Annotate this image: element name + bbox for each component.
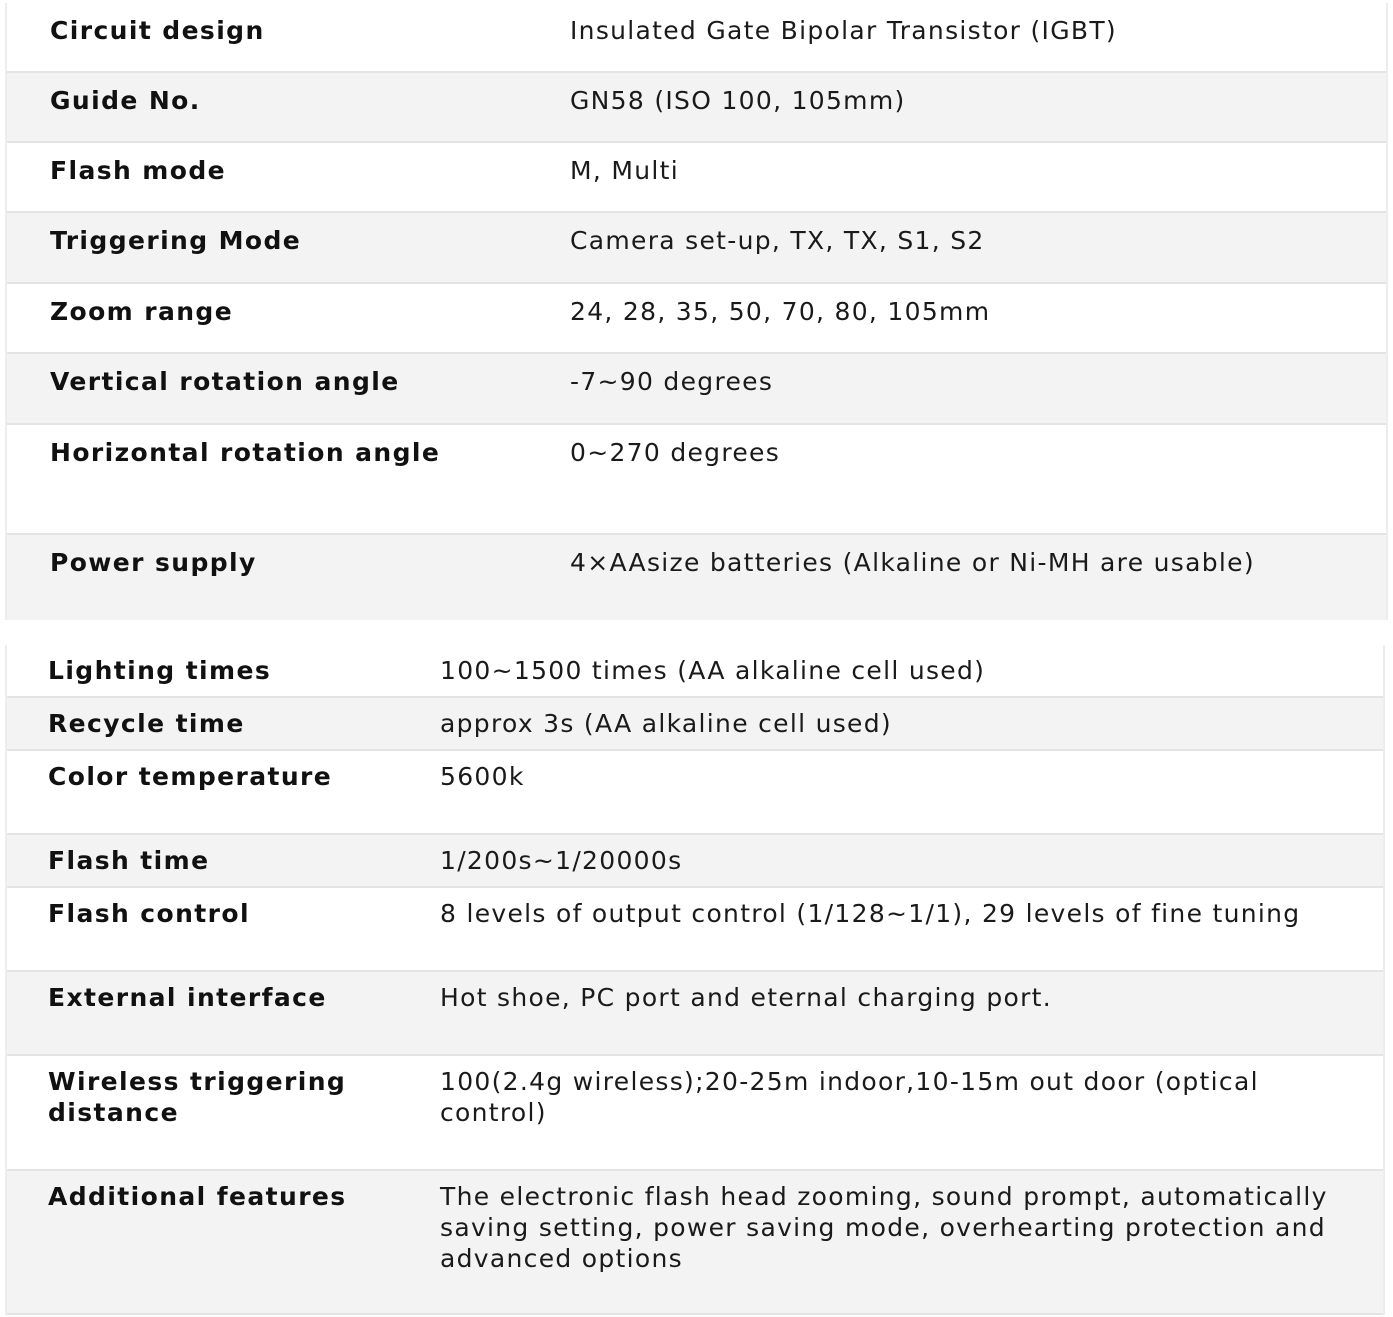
spec-value: -7~90 degrees	[570, 367, 774, 396]
table-row	[7, 535, 1386, 620]
table-row	[7, 698, 1383, 751]
table-row	[7, 972, 1383, 1056]
table-row	[7, 1171, 1383, 1315]
spec-value: 100~1500 times (AA alkaline cell used)	[440, 656, 986, 685]
spec-label: Power supply	[50, 548, 257, 577]
spec-value: M, Multi	[570, 156, 679, 185]
spec-value: 8 levels of output control (1/128~1/1), 29 levels of fine tuning	[440, 899, 1301, 928]
spec-label: Zoom range	[50, 297, 234, 326]
table-row	[7, 751, 1383, 835]
spec-label: Recycle time	[48, 709, 245, 738]
spec-label: Flash mode	[50, 156, 226, 185]
spec-value: 100(2.4g wireless);20-25m indoor,10-15m out door (optical control)	[440, 1067, 1259, 1127]
spec-label: Horizontal rotation angle	[50, 438, 441, 467]
spec-label: Triggering Mode	[50, 226, 302, 255]
spec-value: approx 3s (AA alkaline cell used)	[440, 709, 892, 738]
table-row	[7, 645, 1383, 698]
spec-label: Vertical rotation angle	[50, 367, 400, 396]
spec-label: Flash control	[48, 899, 250, 928]
specs-table-1	[5, 3, 1388, 620]
table-row	[7, 73, 1386, 143]
table-row	[7, 425, 1386, 535]
spec-value: The electronic flash head zooming, sound prompt, automatically saving setting, power saving mode, overhearting protection and advanced options	[440, 1182, 1328, 1273]
table-row	[7, 888, 1383, 972]
spec-label: Flash time	[48, 846, 210, 875]
spec-value: 24, 28, 35, 50, 70, 80, 105mm	[570, 297, 991, 326]
table-row	[7, 143, 1386, 213]
spec-value: 1/200s~1/20000s	[440, 846, 683, 875]
spec-label: Lighting times	[48, 656, 272, 685]
spec-value: 0~270 degrees	[570, 438, 781, 467]
spec-label: Color temperature	[48, 762, 333, 791]
spec-value: 5600k	[440, 762, 525, 791]
spec-label: Guide No.	[50, 86, 201, 115]
spec-value: Hot shoe, PC port and eternal charging port.	[440, 983, 1053, 1012]
spec-value: GN58 (ISO 100, 105mm)	[570, 86, 906, 115]
table-row	[7, 284, 1386, 354]
spec-label: Wireless triggering distance	[48, 1067, 347, 1127]
spec-value: Camera set-up, TX, TX, S1, S2	[570, 226, 985, 255]
spec-value: Insulated Gate Bipolar Transistor (IGBT)	[570, 16, 1117, 45]
table-row	[7, 354, 1386, 425]
table-row	[7, 1056, 1383, 1171]
table-row	[7, 3, 1386, 73]
spec-label: External interface	[48, 983, 327, 1012]
table-row	[7, 213, 1386, 284]
spec-value: 4×AAsize batteries (Alkaline or Ni-MH are usable)	[570, 548, 1255, 577]
table-row	[7, 835, 1383, 888]
spec-label: Circuit design	[50, 16, 265, 45]
spec-label: Additional features	[48, 1182, 347, 1211]
specs-table-2	[5, 645, 1385, 1315]
